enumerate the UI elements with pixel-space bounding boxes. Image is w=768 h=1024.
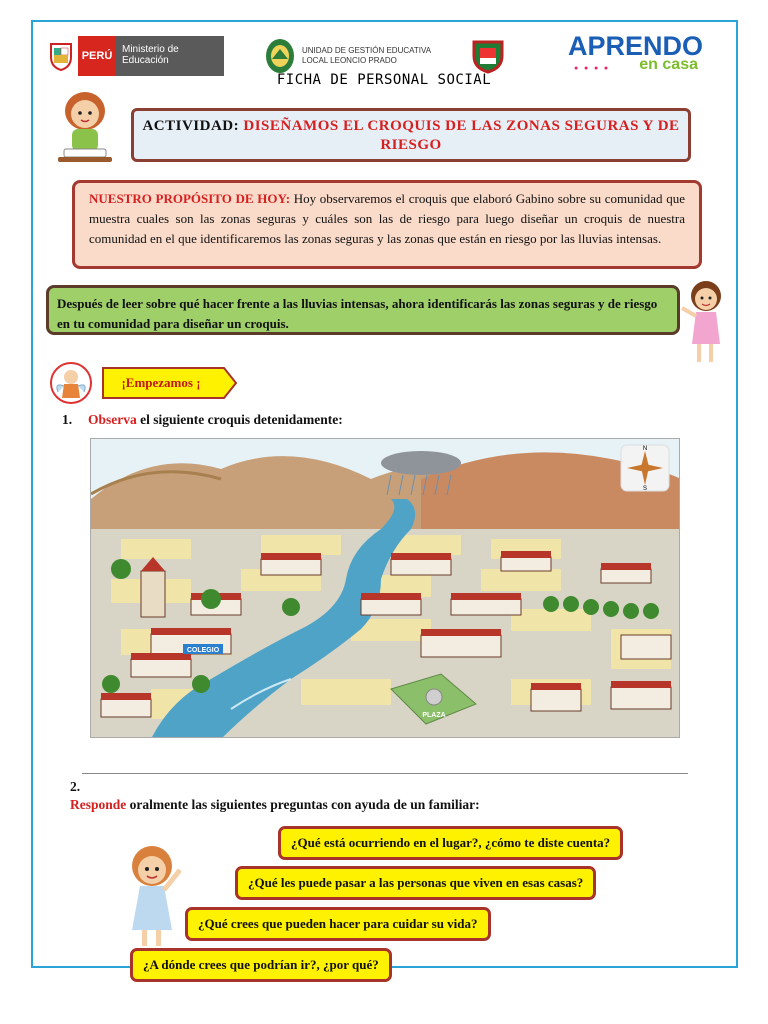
compass-south: S (642, 486, 648, 492)
question-box-3: ¿Qué crees que pueden hacer para cuidar su vida? (185, 907, 491, 941)
page-title: FICHA DE PERSONAL SOCIAL (276, 72, 492, 88)
question-2-text: oralmente las siguientes preguntas con ayuda de un familiar: (126, 797, 480, 812)
girl-pointing-illustration (680, 278, 728, 373)
empezamos-banner (102, 367, 237, 399)
question-1-number: 1. (62, 412, 73, 427)
divider (82, 773, 688, 774)
purpose-box (72, 180, 702, 269)
purpose-label: NUESTRO PROPÓSITO DE HOY: (89, 191, 291, 206)
purpose-text: Hoy observaremos el croquis que elaboró Gabino sobre su comunidad que muestra cuales son las zonas seguras y cuáles son las de riesgo para luego diseñar un croquis de nuestra comunidad en el que identificaremos las zonas seguras y las zonas que están en riesgo por las lluvias intensas. (89, 191, 686, 246)
peru-label: PERÚ (78, 36, 116, 76)
activity-label: ACTIVIDAD: (142, 118, 240, 134)
ministry-logo (44, 36, 224, 76)
ministry-label: Ministerio de Educación (116, 36, 224, 76)
ugel-logo (264, 36, 464, 76)
ugel-emblem-icon (264, 37, 296, 75)
question-2 (70, 797, 480, 813)
question-2-number: 2. (70, 779, 81, 794)
activity-box (131, 108, 691, 162)
question-2-verb: Responde (70, 797, 127, 812)
angel-illustration (50, 362, 92, 409)
girl-reading-illustration (50, 85, 120, 170)
question-box-2: ¿Qué les puede pasar a las personas que viven en esas casas? (235, 866, 596, 900)
empezamos-label: ¡Empezamos ¡ (121, 375, 201, 390)
question-1-text: el siguiente croquis detenidamente: (136, 412, 343, 427)
intro-box: Después de leer sobre qué hacer frente a las lluvias intensas, ahora identificarás las zonas seguras y de riesgo en tu comunidad para diseñar un croquis. (46, 285, 680, 335)
girl-waving-illustration (120, 842, 190, 957)
compass-north: N (642, 446, 648, 452)
ugel-line-2: LOCAL LEONCIO PRADO (302, 56, 397, 65)
question-1 (62, 412, 343, 428)
question-1-verb: Observa (88, 412, 137, 427)
community-sketch-map (90, 438, 680, 738)
brand-main: APRENDO (568, 31, 704, 61)
peru-shield-icon (44, 36, 78, 76)
school-label: COLEGIO (186, 647, 220, 654)
brand-dots: ● ● ● ● (574, 64, 611, 72)
activity-title: DISEÑAMOS EL CROQUIS DE LAS ZONAS SEGURAS Y DE RIESGO (243, 118, 680, 153)
plaza-label: PLAZA (422, 712, 446, 719)
question-box-1: ¿Qué está ocurriendo en el lugar?, ¿cómo te diste cuenta? (278, 826, 623, 860)
aprendo-en-casa-logo (568, 32, 708, 76)
brand-sub: en casa (639, 56, 698, 73)
question-box-4: ¿A dónde crees que podrían ir?, ¿por qué? (130, 948, 392, 982)
ugel-line-1: UNIDAD DE GESTIÓN EDUCATIVA (302, 46, 432, 55)
